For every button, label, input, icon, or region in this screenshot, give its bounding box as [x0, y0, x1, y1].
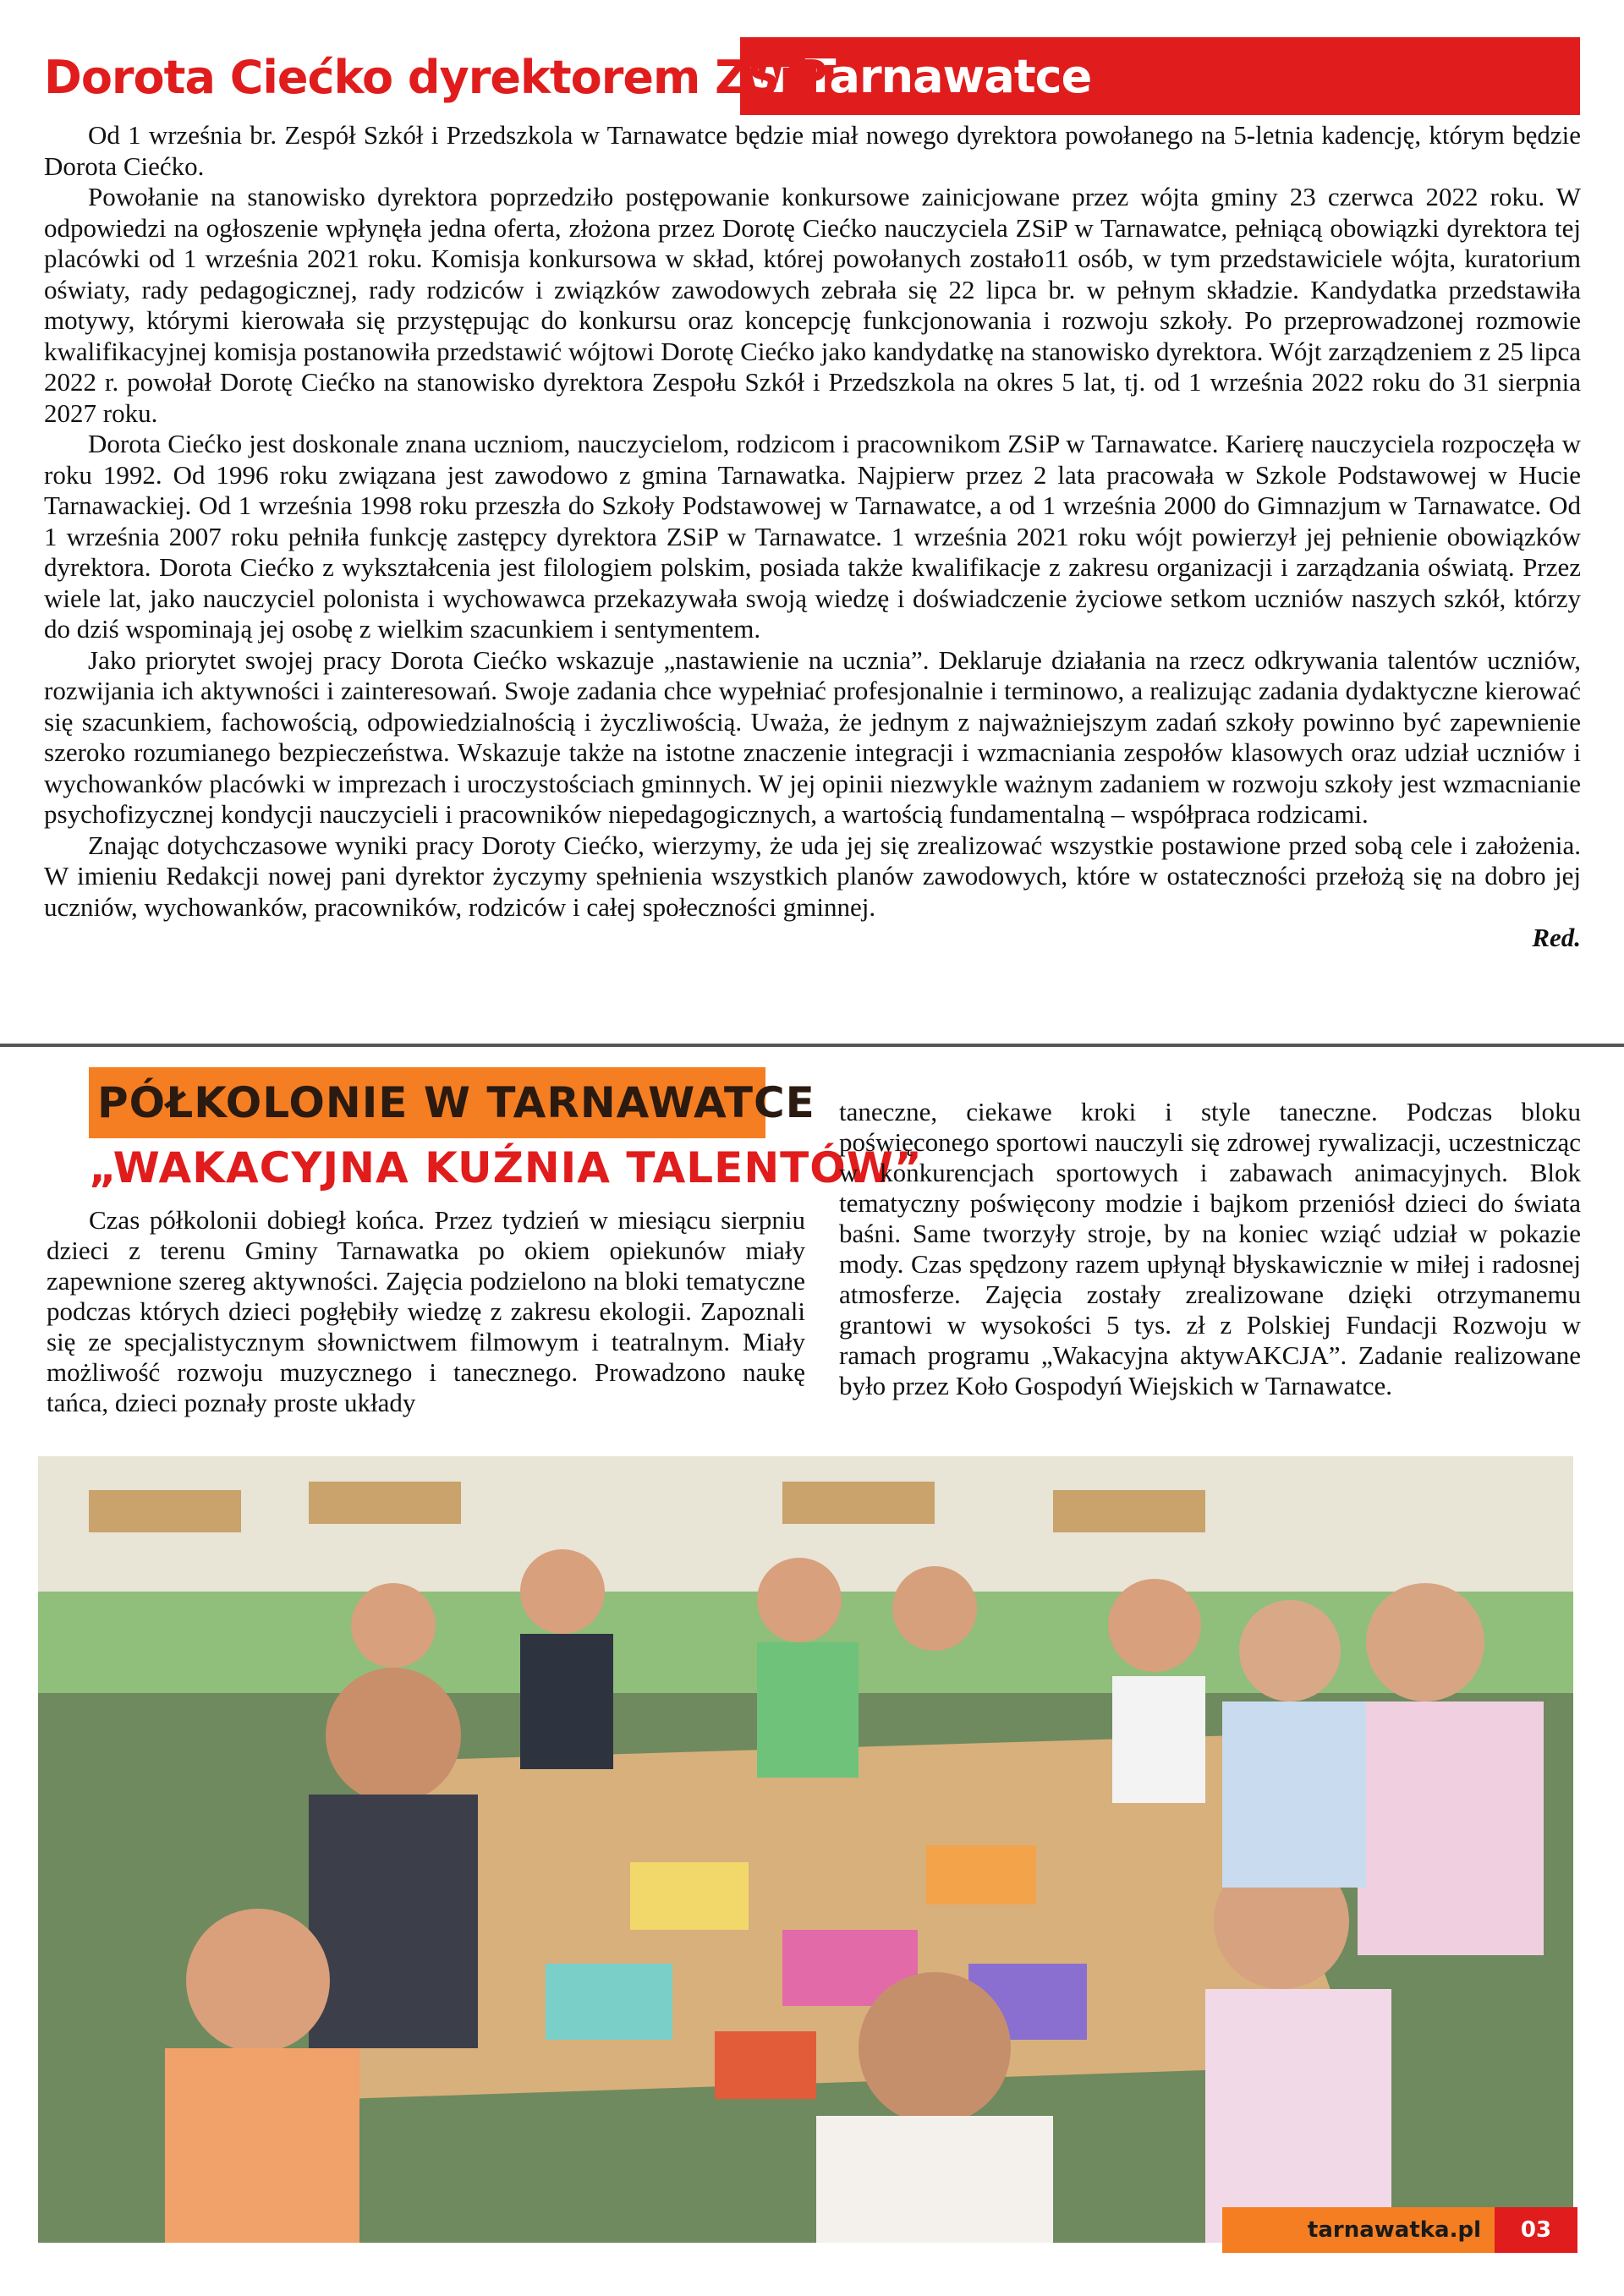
title-bar-text: w Tarnawatce	[749, 49, 1092, 103]
column-left-text: Czas półkolonii dobiegł końca. Przez tydzień w miesiącu sierpniu dzieci z terenu Gminy Tarnawatka po okiem opiekunów miały zapewnione szereg aktywności. Zajęcia podzielono na bloki tematyczne podczas których dzieci pogłębiły wiedzę z zakresu ekologii. Zapoznali się ze specjalistycznym słownictwem filmowym i teatralnym. Miały możliwość rozwoju muzycznego i tanecznego. Prowadzono naukę tańca, dzieci poznały proste układy	[47, 1205, 805, 1417]
photo-illustration	[38, 1456, 1573, 2243]
paragraph: Jako priorytet swojej pracy Dorota Ciećko wskazuje „nastawienie na ucznia”. Deklaruje działania na rzecz odkrywania talentów uczniów, rozwijania ich aktywności i zainteresowań. Swoje zadania chce wypełniać profesjonalnie i terminowo, a realizując zadania dydaktyczne kierować się szacunkiem, fachowością, odpowiedzialnością i życzliwością. Uważa, że jednym z najważniejszym zadań szkoły powinno być zapewnienie szeroko rozumianego bezpieczeństwa. Wskazuje także na istotne znaczenie integracji i wzmacniania zespołów klasowych oraz udział uczniów i wychowanków placówki w imprezach i uroczystościach gminnych. W jej opinii niezwykle ważnym zadaniem w rozwoju szkoły jest wzmacnianie psychofizycznej kondycji nauczycieli i pracowników niepedagogicznych, a wartością fundamentalną – współpraca rodzicami.	[44, 644, 1581, 829]
signature: Red.	[1532, 923, 1581, 952]
column-right	[839, 1097, 1581, 1401]
section-title-line1: PÓŁKOLONIE W TARNAWATCE	[97, 1078, 815, 1127]
article-title-red: Dorota Ciećko dyrektorem ZSiP	[44, 50, 827, 104]
section-title-bar	[89, 1067, 815, 1138]
paragraph: Dorota Ciećko jest doskonale znana uczniom, nauczycielom, rodzicom i pracownikom ZSiP w Tarnawatce. Karierę nauczyciela rozpoczęła w roku 1992. Od 1996 roku związana jest zawodowo z gmina Tarnawatka. Najpierw przez 2 lata pracowała w Szkole Podstawowej w Hucie Tarnawackiej. Od 1 września 1998 roku przeszła do Szkoły Podstawowej w Tarnawatce, a od 1 września 2000 do Gimnazjum w Tarnawatce. Od 1 września 2007 roku pełniła funkcję zastępcy dyrektora ZSiP w Tarnawatce. 1 września 2021 roku wójt powierzył jej pełnienie obowiązków dyrektora. Dorota Ciećko z wykształcenia jest filologiem polskim, posiada także kwalifikacje z zakresu organizacji i zarządzania oświatą. Przez wiele lat, jako nauczyciel polonista i wychowawca przekazywała swoją wiedzę i doświadczenie życiowe setkom uczniów naszych szkół, którzy do dziś wspominają jej osobę z wielkim szacunkiem i sentymentem.	[44, 429, 1581, 644]
page-footer	[1222, 2207, 1577, 2253]
event-photo	[38, 1456, 1573, 2243]
column-left	[47, 1205, 805, 1418]
footer-site[interactable]: tarnawatka.pl	[1222, 2207, 1495, 2253]
section-divider	[0, 1044, 1624, 1047]
article-body	[44, 120, 1581, 954]
paragraph: Od 1 września br. Zespół Szkół i Przedszkola w Tarnawatce będzie miał nowego dyrektora powołanego na 5-letnia kadencję, którym będzie Dorota Ciećko.	[44, 120, 1581, 181]
paragraph: Znając dotychczasowe wyniki pracy Doroty Ciećko, wierzymy, że uda jej się zrealizować wszystkie postawione przed sobą cele i założenia. W imieniu Redakcji nowej pani dyrektor życzymy spełnienia wszystkich planów zawodowych, które w ostateczności przełożą się na dobro jej uczniów, wychowanków, pracowników, rodziców i całej społeczności gminnej.	[44, 830, 1581, 922]
column-right-text: taneczne, ciekawe kroki i style taneczne. Podczas bloku poświęconego sportowi nauczyli się zdrowej rywalizacji, uczestnicząc w konkurencjach sportowych i zabawach animacyjnych. Blok tematyczny poświęcony modzie i bajkom przeniósł dzieci do świata baśni. Same tworzyły stroje, by na koniec wziąć udział w pokazie mody. Czas spędzony razem upłynął błyskawicznie w miłej i radosnej atmosferze. Zajęcia zostały zrealizowane dzięki otrzymanemu grantowi w wysokości 5 tys. zł z Polskiej Fundacji Rozwoju w ramach programu „Wakacyjna aktywAKCJA”. Zadanie realizowane było przez Koło Gospodyń Wiejskich w Tarnawatce.	[839, 1097, 1581, 1400]
page-number: 03	[1495, 2207, 1577, 2253]
title-bar	[740, 37, 1580, 115]
section-title-line2: „WAKACYJNA KUŹNIA TALENTÓW”	[89, 1143, 923, 1192]
paragraph: Powołanie na stanowisko dyrektora poprzedziło postępowanie konkursowe zainicjowane przez wójta gminy 23 czerwca 2022 roku. W odpowiedzi na ogłoszenie wpłynęła jedna oferta, złożona przez Dorotę Ciećko nauczyciela ZSiP w Tarnawatce, pełniącą obowiązki dyrektora tej placówki od 1 września 2021 roku. Komisja konkursowa w skład, której powołanych zostało11 osób, w tym przedstawiciele wójta, kuratorium oświaty, rady pedagogicznej, rady rodziców i związków zawodowych zebrała się 22 lipca br. w pełnym składzie. Kandydatka przedstawiła motywy, którymi kierowała się przystępując do konkursu oraz koncepcję funkcjonowania i rozwoju szkoły. Po przeprowadzonej rozmowie kwalifikacyjnej komisja postanowiła przedstawić wójtowi Dorotę Ciećko jako kandydatkę na stanowisko dyrektora. Wójt zarządzeniem z 25 lipca 2022 r. powołał Dorotę Ciećko na stanowisko dyrektora Zespołu Szkół i Przedszkola na okres 5 lat, tj. od 1 września 2022 roku do 31 sierpnia 2027 roku.	[44, 182, 1581, 428]
article-title	[44, 41, 838, 113]
